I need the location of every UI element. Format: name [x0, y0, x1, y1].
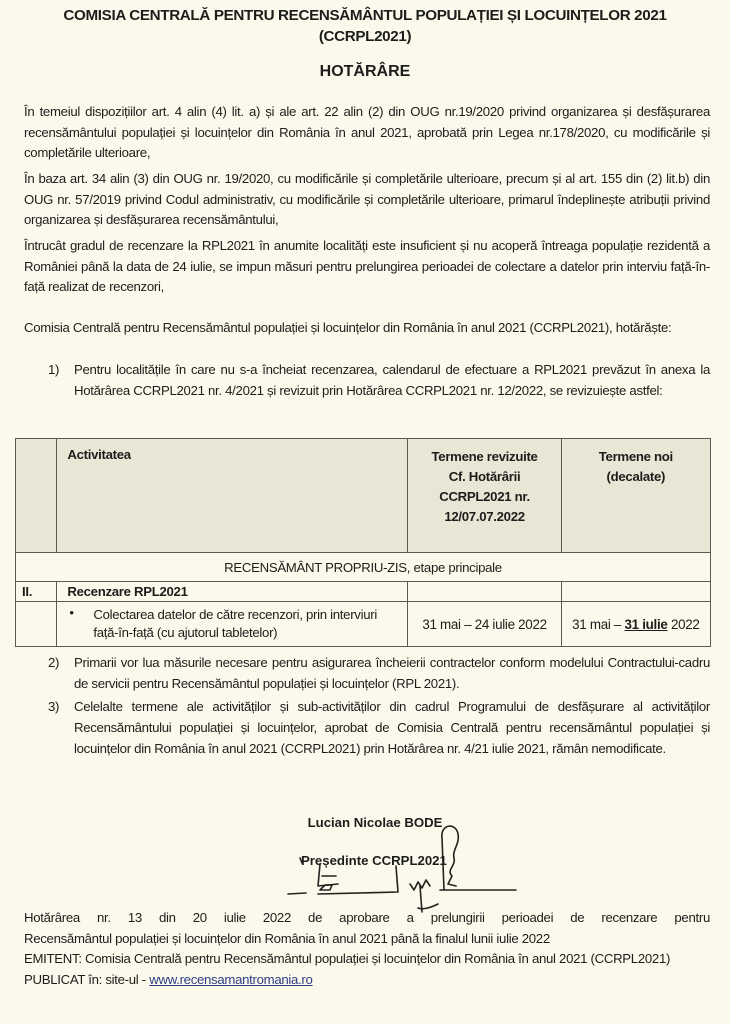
- schedule-table: [15, 438, 711, 647]
- article-text: Celelalte termene ale activităților și sub-activităților din cadrul Programului de desfășurare al activităților Recensământului populației și locuințelor, aprobat de Comisia Centrală pentru recensământul populației și locuințelor din România în anul 2021 (CCRPL2021) prin Hotărârea nr. 4/21 iulie 2021, rămân nemodificate.: [74, 699, 710, 756]
- header-cell-activity: Activitatea: [57, 439, 408, 553]
- signature-stroke: [288, 893, 306, 894]
- new-deadline-prefix: 31 mai –: [572, 616, 625, 632]
- document-subtitle: HOTĂRÂRE: [319, 63, 411, 80]
- article-text: Pentru localitățile în care nu s-a încheiat recenzarea, calendarul de efectuare a RPL2021 prevăzut în anexa la Hotărârea CCRPL2021 nr. 4/2021 și revizuit prin Hotărârea CCRPL2021 nr. 12/2022, se revizuiește astfel:: [74, 362, 710, 398]
- section-title: RECENSĂMÂNT PROPRIU-ZIS, etape principale: [16, 553, 711, 582]
- preamble-paragraph-3: Întrucât gradul de recenzare la RPL2021 în anumite localități este insuficient și nu acoperă întreaga populație rezidentă a României până la data de 24 iulie, se impun măsuri pentru prelungirea perioadei de colectare a datelor prin interviu față-în-față realizat de recenzori,: [24, 238, 710, 294]
- new-deadline-highlight: 31 iulie: [624, 616, 668, 632]
- signature-stroke: [318, 864, 338, 886]
- header-cell-new-deadlines: [561, 439, 710, 553]
- new-deadline-suffix: 2022: [667, 616, 700, 632]
- footer-published: [24, 970, 710, 991]
- signature-stroke: [442, 826, 458, 890]
- signatory-role: Președinte CCRPL2021: [301, 853, 447, 868]
- header-new-line: Termene noi: [598, 449, 673, 464]
- signature-stroke: [300, 858, 302, 863]
- footer-decision-line-2: Recensământul populației și locuințelor din România în anul 2021 până la finalul lunii iulie 2022: [24, 930, 550, 946]
- row-activity-text: Colectarea datelor de către recenzori, prin interviuri față-în-față (cu ajutorul tabletelor): [93, 607, 377, 640]
- preamble-paragraph-1: În temeiul dispozițiilor art. 4 alin (4) lit. a) și ale art. 22 alin (2) din OUG nr.19/2020 privind organizarea și desfășurarea recensământului populației și locuințelor din România în anul 2021, aprobată prin Legea nr.178/2020, cu modificările și completările ulterioare,: [24, 104, 710, 160]
- article-number: 3): [48, 699, 60, 714]
- stage-number: II.: [16, 582, 57, 602]
- table-stage-row: [16, 582, 711, 602]
- article-2: [48, 652, 710, 694]
- header-revised-line: 12/07.07.2022: [444, 509, 525, 524]
- header-new-line: (decalate): [606, 469, 666, 484]
- row-activity: [57, 602, 408, 647]
- header-cell-revised-deadlines: [408, 439, 561, 553]
- article-1: [48, 359, 710, 401]
- row-new-deadline: [561, 602, 710, 647]
- row-number-empty: [16, 602, 57, 647]
- table-header-row: [16, 439, 711, 553]
- article-text: Primarii vor lua măsurile necesare pentru asigurarea încheierii contractelor conform modelului Contractului-cadru de servicii pentru Recensământul populației și locuințelor (RPL 2021).: [74, 655, 710, 691]
- header-revised-line: CCRPL2021 nr.: [439, 489, 530, 504]
- row-revised-deadline: 31 mai – 24 iulie 2022: [408, 602, 561, 647]
- stage-revised-empty: [408, 582, 561, 602]
- bullet-icon: •: [69, 605, 74, 620]
- header-revised-line: Termene revizuite: [431, 449, 538, 464]
- preamble-paragraph-2: În baza art. 34 alin (3) din OUG nr. 19/2020, cu modificările și completările ulterioare, precum și al art. 155 din (2) lit.b) din OUG nr. 57/2019 privind Codul administrativ, cu modificările și completările ulterioare, primarul îndeplinește atribuții privind organizarea și desfășurarea recensământului,: [24, 171, 710, 227]
- website-link[interactable]: www.recensamantromania.ro: [149, 971, 313, 987]
- document-title: COMISIA CENTRALĂ PENTRU RECENSĂMÂNTUL POPULAȚIEI ȘI LOCUINȚELOR 2021: [63, 7, 667, 24]
- published-prefix: PUBLICAT în: site-ul -: [24, 971, 150, 987]
- signatory-name: Lucian Nicolae BODE: [307, 815, 443, 830]
- handwritten-signature-icon: [280, 824, 520, 914]
- publication-footer: [24, 908, 710, 990]
- table-row: [16, 602, 711, 647]
- decision-intro: Comisia Centrală pentru Recensământul populației și locuințelor din România în anul 2021 (CCRPL2021), hotărăște:: [24, 320, 672, 335]
- article-3: [48, 696, 710, 759]
- stage-label: Recenzare RPL2021: [57, 582, 408, 602]
- article-number: 1): [48, 362, 60, 377]
- header-cell-number: [16, 439, 57, 553]
- footer-decision-line-1: Hotărârea nr. 13 din 20 iulie 2022 de aprobare a prelungirii perioadei de recenzare pentru: [24, 910, 710, 925]
- table-section-row: [16, 553, 711, 582]
- header-revised-line: Cf. Hotărârii: [448, 469, 521, 484]
- article-number: 2): [48, 655, 60, 670]
- document-title-acronym: (CCRPL2021): [318, 28, 412, 45]
- stage-new-empty: [561, 582, 710, 602]
- footer-emitent: EMITENT: Comisia Centrală pentru Recensământul populației și locuințelor din România în anul 2021 (CCRPL2021): [24, 951, 671, 966]
